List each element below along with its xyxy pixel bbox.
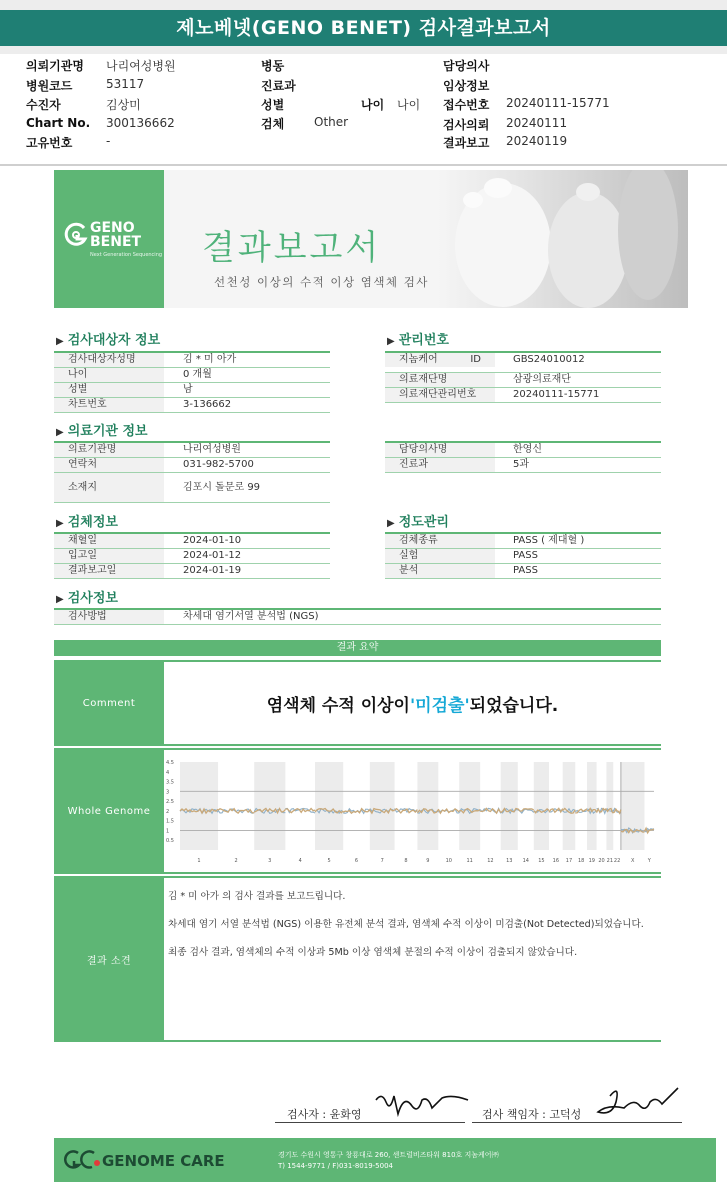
table-row (385, 534, 661, 549)
row-value: GBS24010012 (513, 354, 585, 365)
doctor-label: 담당의사 (443, 59, 490, 73)
x-tick-label: 16 (552, 858, 560, 864)
section-subject (56, 329, 160, 348)
table-row (54, 353, 330, 368)
clinical-info-label: 임상정보 (443, 79, 490, 93)
y-tick-label: 1.5 (166, 818, 174, 825)
row-key: 채혈일 (54, 534, 164, 548)
sex-label: 성별 (261, 98, 285, 112)
row-key: 나이 (54, 368, 164, 382)
footer (54, 1138, 716, 1182)
chromosome-band (563, 762, 576, 850)
x-tick-label: X (630, 858, 635, 864)
qc-table (385, 534, 661, 579)
hospital-code-value: 53117 (106, 77, 145, 91)
row-value: 031-982-5700 (183, 459, 254, 470)
report-date-value: 20240119 (506, 134, 568, 148)
mgmt-table (385, 353, 661, 403)
receipt-no-value: 20240111-15771 (506, 96, 610, 110)
row-key: 입고일 (54, 549, 164, 563)
specimen-label: 검체 (261, 117, 285, 131)
y-tick-label: 0.5 (166, 838, 174, 845)
x-tick-label: 22 (613, 858, 621, 864)
chromosome-band (315, 762, 343, 850)
specimen-table (54, 534, 330, 579)
y-tick-label: 2.5 (166, 799, 174, 806)
summary-header: 결과 요약 (54, 640, 661, 656)
table-row (385, 564, 661, 579)
footer-address-line2: T) 1544-9771 / F)031-8019-5004 (278, 1162, 393, 1170)
x-tick-label: 7 (380, 858, 384, 864)
x-tick-label: 13 (506, 858, 513, 864)
row-value: PASS (513, 565, 538, 576)
x-tick-label: 21 (606, 858, 614, 864)
specimen-value: Other (314, 115, 349, 129)
x-tick-label: 1 (197, 858, 201, 864)
subject-table (54, 353, 330, 413)
whole-genome-chart (164, 750, 661, 872)
y-tick-label: 3.5 (166, 779, 174, 786)
chromosome-band (534, 762, 549, 850)
section-specimen-title: 검체정보 (67, 515, 118, 530)
chromosome-band (417, 762, 438, 850)
receipt-no-label: 접수번호 (443, 98, 490, 112)
row-key: 검사방법 (54, 610, 164, 624)
table-row (54, 549, 330, 564)
supervisor-signature-label: 검사 책임자 : 고덕성 (482, 1108, 582, 1121)
x-tick-label: 20 (598, 858, 605, 864)
section-institution-title: 의료기관 정보 (67, 424, 148, 439)
x-tick-label: 14 (522, 858, 529, 864)
header-info (0, 54, 727, 166)
table-row (54, 458, 330, 473)
title-bar (0, 0, 727, 54)
chromosome-band (501, 762, 518, 850)
row-value: PASS (513, 550, 538, 561)
x-tick-label: 17 (565, 858, 573, 864)
comment-post: 되었습니다. (469, 695, 559, 716)
geno-benet-logo-icon (64, 222, 88, 248)
x-tick-label: 11 (466, 858, 473, 864)
table-row (385, 353, 661, 373)
row-value: 0 개월 (183, 369, 212, 380)
footer-brand: GENOME CARE (102, 1152, 225, 1170)
row-value: 삼광의료재단 (513, 374, 571, 385)
row-value: 5과 (513, 459, 530, 470)
x-tick-label: 12 (487, 858, 494, 864)
row-key: 의료기관명 (54, 443, 164, 457)
comment-highlight: '미검출' (409, 695, 470, 716)
row-key: 의료재단명 (385, 373, 495, 387)
whole-genome-box (54, 748, 661, 874)
chromosome-band (254, 762, 285, 850)
section-subject-title: 검사대상자 정보 (67, 333, 161, 348)
table-row (385, 458, 661, 473)
x-tick-label: 4 (298, 858, 302, 864)
section-arrow-icon: ▶ (387, 336, 395, 347)
banner-title: 결과보고서 (202, 228, 382, 268)
chromosome-band (621, 762, 645, 850)
table-row (54, 443, 330, 458)
hospital-code-label: 병원코드 (26, 79, 73, 93)
section-specimen (56, 511, 118, 530)
test-table (54, 610, 661, 625)
row-value: 차세대 염기서열 분석법 (NGS) (183, 611, 319, 622)
x-tick-label: 3 (268, 858, 272, 864)
comment-box (54, 660, 661, 746)
x-tick-label: 15 (538, 858, 545, 864)
row-value: 나리여성병원 (183, 444, 241, 455)
baby-feet-image (438, 170, 688, 308)
y-tick-label: 4 (166, 769, 170, 776)
opinion-line-2: 차세대 염기 서열 분석법 (NGS) 이용한 유전체 분석 결과, 염색체 수적 이상이 미검출(Not Detected)되었습니다. (168, 919, 644, 930)
table-row (54, 473, 330, 503)
table-row (385, 388, 661, 403)
x-tick-label: 8 (404, 858, 408, 864)
banner-subtitle: 선천성 이상의 수적 이상 염색체 검사 (214, 275, 429, 289)
opinion-label: 결과 소견 (54, 878, 164, 1040)
row-key: 소재지 (54, 473, 164, 502)
section-arrow-icon: ▶ (56, 518, 64, 529)
supervisor-signature-line (472, 1122, 682, 1123)
logo-text (90, 221, 141, 249)
section-arrow-icon: ▶ (56, 594, 64, 605)
row-key: 검체종류 (385, 534, 495, 548)
opinion-text (168, 890, 658, 974)
y-tick-label: 3 (166, 789, 170, 796)
table-row (54, 383, 330, 398)
section-mgmt-title: 관리번호 (398, 333, 449, 348)
x-tick-label: Y (647, 858, 651, 864)
row-key: 분석 (385, 564, 495, 578)
genome-care-logo-icon (64, 1148, 100, 1172)
table-row (54, 564, 330, 579)
section-arrow-icon: ▶ (56, 427, 64, 438)
x-tick-label: 6 (354, 858, 359, 864)
section-qc-title: 정도관리 (398, 515, 449, 530)
row-key: 의료재단관리번호 (385, 388, 495, 402)
row-value: 20240111-15771 (513, 389, 600, 400)
row-value: 김 * 미 아가 (183, 354, 237, 365)
section-institution (56, 420, 148, 439)
row-value: 2024-01-10 (183, 535, 242, 546)
logo-block (54, 170, 164, 308)
request-date-value: 20240111 (506, 116, 568, 130)
y-tick-label: 1 (166, 828, 170, 835)
footer-address (278, 1150, 499, 1172)
row-key: 연락처 (54, 458, 164, 472)
x-tick-label: 10 (445, 858, 452, 864)
patient-value: 김상미 (106, 98, 141, 112)
section-test-title: 검사정보 (67, 591, 118, 606)
opinion-line-3: 최종 검사 결과, 염색체의 수적 이상과 5Mb 이상 염색체 분절의 수적 이상이 검출되지 않았습니다. (168, 947, 578, 958)
chromosome-band (587, 762, 597, 850)
row-value: 김포시 돌문로 99 (183, 482, 261, 493)
age-value: 나이 (397, 98, 421, 112)
logo-line2: BENET (90, 234, 142, 250)
row-value: 한영신 (513, 444, 542, 455)
banner (54, 170, 688, 308)
table-row (385, 373, 661, 388)
row-key: 지놈케어 ID (385, 353, 495, 367)
row-key: 실험 (385, 549, 495, 563)
patient-label: 수진자 (26, 98, 61, 112)
section-arrow-icon: ▶ (56, 336, 64, 347)
y-tick-label: 4.5 (166, 760, 174, 766)
section-test (56, 587, 118, 606)
row-value: PASS ( 제대혈 ) (513, 535, 585, 546)
row-key: 차트번호 (54, 398, 164, 412)
row-key: 담당의사명 (385, 443, 495, 457)
chart-no-value: 300136662 (106, 116, 175, 130)
row-key: 성별 (54, 383, 164, 397)
x-tick-label: 9 (426, 858, 430, 864)
row-key: 진료과 (385, 458, 495, 472)
supervisor-signature-icon (590, 1082, 684, 1122)
chromosome-band (606, 762, 613, 850)
x-tick-label: 18 (577, 858, 585, 864)
footer-address-line1: 경기도 수원시 영통구 창룡대로 260, 센트럴비즈타워 810호 지놈케어㈜ (278, 1151, 499, 1159)
report-date-label: 결과보고 (443, 136, 490, 150)
x-tick-label: 2 (234, 858, 238, 864)
logo-line1: GENO (90, 220, 135, 236)
comment-label: Comment (54, 662, 164, 744)
unique-no-value: - (106, 134, 111, 148)
x-tick-label: 5 (327, 858, 331, 864)
tester-signature-line (275, 1122, 465, 1123)
row-value: 2024-01-12 (183, 550, 242, 561)
ward-label: 병동 (261, 59, 285, 73)
logo-tagline: Next Generation Sequencing (90, 252, 163, 258)
opinion-box (54, 876, 661, 1042)
row-key: 검사대상자성명 (54, 353, 164, 367)
chart-no-label: Chart No. (26, 116, 91, 130)
age-label: 나이 (361, 98, 385, 112)
opinion-line-1: 김 * 미 아가 의 검사 결과를 보고드립니다. (168, 891, 346, 902)
row-value: 2024-01-19 (183, 565, 242, 576)
tester-signature-icon (372, 1090, 472, 1120)
hospital-label: 의뢰기관명 (26, 59, 84, 73)
section-qc (387, 511, 449, 530)
row-value: 남 (183, 384, 193, 395)
table-row (54, 398, 330, 413)
report-title: 제노베넷(GENO BENET) 검사결과보고서 (0, 10, 727, 46)
chromosome-band (370, 762, 395, 850)
table-row (385, 549, 661, 564)
table-row (385, 443, 661, 458)
request-date-label: 검사의뢰 (443, 118, 490, 132)
row-value: 3-136662 (183, 399, 232, 410)
y-tick-label: 2 (166, 808, 170, 815)
section-mgmt (387, 329, 449, 348)
unique-no-label: 고유번호 (26, 136, 73, 150)
report-page (0, 166, 727, 1193)
section-arrow-icon: ▶ (387, 518, 395, 529)
comment-pre: 염색체 수적 이상이 (266, 695, 410, 716)
whole-genome-label: Whole Genome (54, 750, 164, 872)
institution-right-table (385, 443, 661, 473)
table-row (54, 368, 330, 383)
row-key: 결과보고일 (54, 564, 164, 578)
hospital-value: 나리여성병원 (106, 59, 176, 73)
institution-table (54, 443, 330, 503)
table-row (54, 534, 330, 549)
comment-text (164, 662, 661, 744)
tester-signature-label: 검사자 : 윤화영 (287, 1108, 362, 1121)
table-row (54, 610, 661, 625)
dept-label: 진료과 (261, 79, 296, 93)
x-tick-label: 19 (588, 858, 595, 864)
chromosome-band (459, 762, 480, 850)
chromosome-band (180, 762, 218, 850)
